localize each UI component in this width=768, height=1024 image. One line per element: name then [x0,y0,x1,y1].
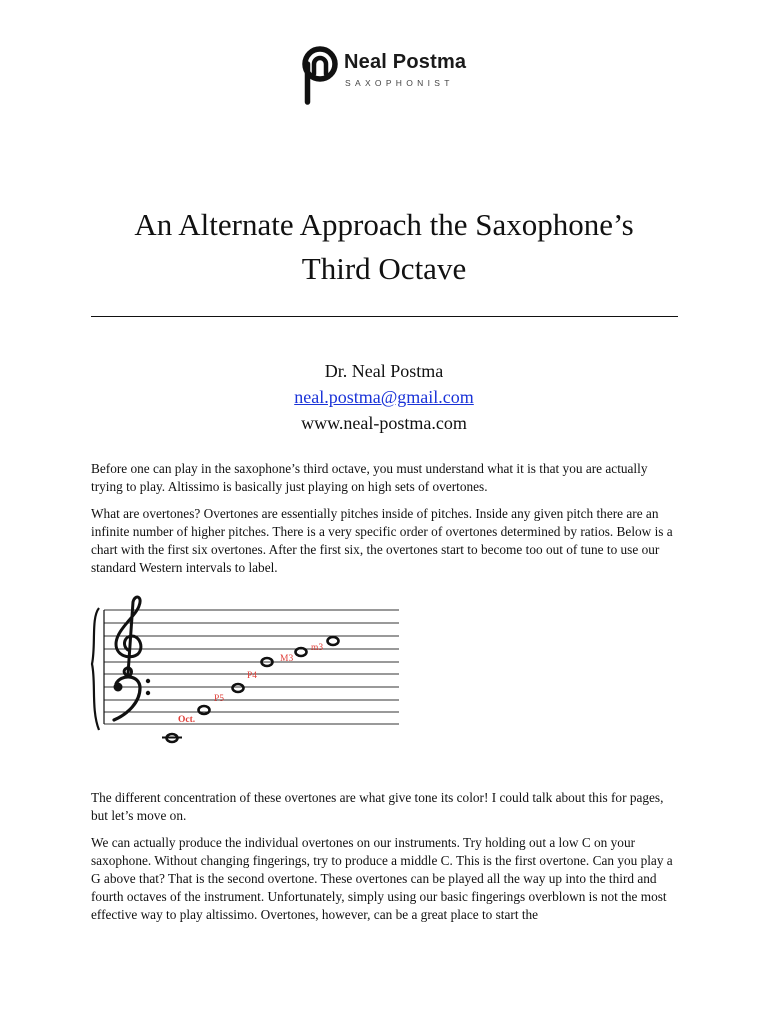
overtone-staff-graphic [86,590,406,750]
logo-subtitle: SAXOPHONIST [345,78,454,88]
treble-clef-icon [116,597,141,676]
paragraph-producing-overtones: We can actually produce the individual overtones on our instruments. Try holding out a low C on your saxophone. Without changing fingerings, try to produce a middle C. This is the first overtone. Can you play a G above that? That is the second overtone. These overtones can be played all the way up into the third and fourth octaves of the instrument. Unfortunately, simply using our basic fingerings overblown is not the most effective way to play altissimo. Overtones, however, can be a great place to start the [91,835,673,922]
paragraph-tone-color: The different concentration of these overtones are what give tone its color! I could talk about this for pages, but let’s move on. [91,790,664,823]
bass-clef-icon [114,677,151,720]
interval-label-p5: P5 [214,694,225,704]
title-line-2: Third Octave [301,251,467,286]
interval-label-m3-major: M3 [280,654,294,664]
interval-label-octave: Oct. [178,715,196,725]
brand-logo [300,44,500,106]
title-line-1: An Alternate Approach the Saxophone’s [134,207,634,242]
logo-name: Neal Postma [344,51,467,73]
brace-icon [92,608,99,730]
treble-staff-lines [104,610,399,662]
author-block [0,358,768,436]
note-octave [199,706,210,714]
note-minor-third [328,637,339,645]
paragraph-overtones: What are overtones? Overtones are essentially pitches inside of pitches. Inside any given pitch there are an infinite number of higher pitches. There is a very specific order of overtones determined by ratios. Below is a chart with the first six overtones. After the first six, the overtones start to become too out of tune to use our standard Western intervals to label. [91,506,673,575]
logo-mark-icon [300,44,340,106]
interval-label-p4: P4 [247,671,258,681]
note-fifth [233,684,244,692]
author-email-link[interactable]: neal.postma@gmail.com [294,387,474,407]
author-name: Dr. Neal Postma [324,361,444,381]
interval-label-m3-minor: m3 [311,643,324,653]
title-divider [91,316,678,317]
paragraph-intro: Before one can play in the saxophone’s third octave, you must understand what it is that you are actually trying to play. Altissimo is basically just playing on high sets of overtones. [91,461,648,494]
note-major-third [296,648,307,656]
overtone-series-figure [86,590,406,755]
document-title [0,203,768,291]
author-website: www.neal-postma.com [301,413,467,433]
